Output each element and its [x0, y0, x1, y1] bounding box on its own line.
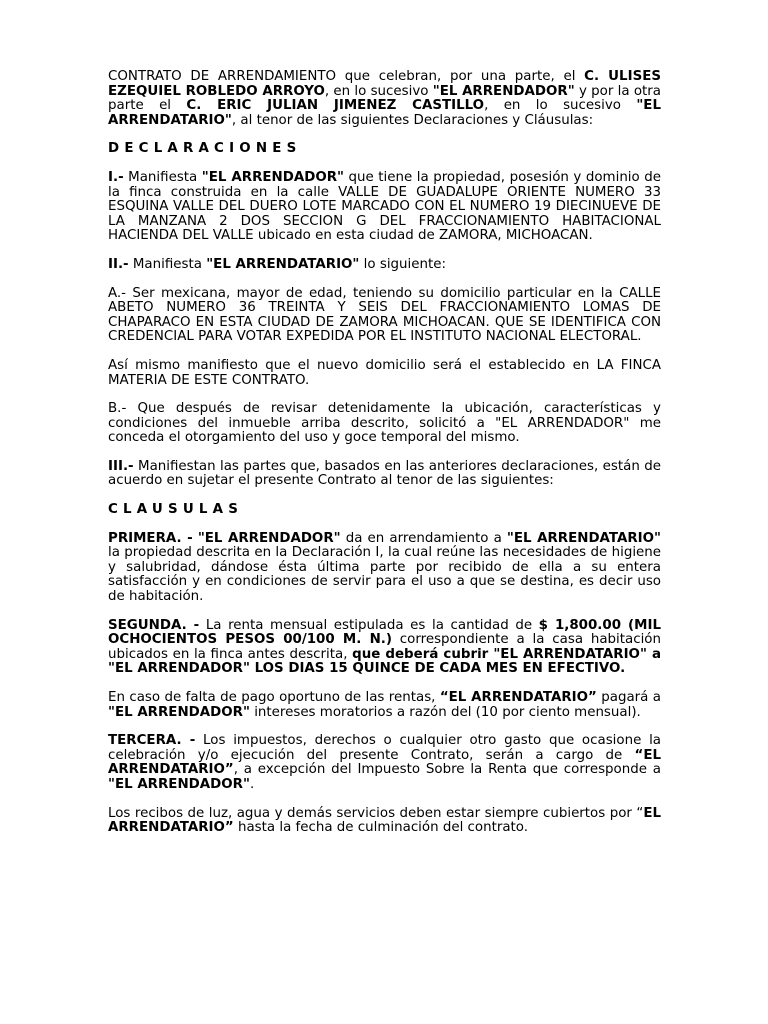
declaration-3	[108, 460, 661, 489]
bold-text-run: "EL ARRENDADOR"	[197, 530, 341, 546]
text-run: y por la otra parte el	[108, 83, 661, 114]
declaration-1	[108, 171, 661, 244]
bold-text-run: "EL ARRENDATARIO"	[206, 256, 360, 272]
clause-segunda-late-payment	[108, 691, 661, 720]
bold-text-run: I.-	[108, 169, 124, 185]
bold-text-run: SEGUNDA. -	[108, 617, 200, 633]
clausulas-heading: CLAUSULAS	[108, 502, 244, 518]
bold-text-run: "EL ARRENDATARIO"	[506, 530, 661, 546]
bold-text-run: EL ARRENDATARIO”	[108, 805, 661, 836]
text-run: que tiene la propiedad, posesión y dominio de la finca construida en la calle VALLE DE GUADALUPE ORIENTE NUMERO 33 ESQUINA VALLE DEL DUERO LOTE MARCADO CON EL NUMERO 19 DIECINUEVE DE LA MANZANA 2 DOS SECCION G DEL FRACCIONAMIENTO HABITACIONAL HACIENDA DEL VALLE ubicado en esta ciudad de ZAMORA, MICHOACAN.	[108, 169, 661, 244]
text-run: , en lo sucesivo	[484, 98, 637, 114]
clause-tercera	[108, 734, 661, 792]
contract-body	[108, 70, 661, 850]
clause-primera	[108, 532, 661, 605]
declaration-2-domicilio: Así mismo manifiesto que el nuevo domicilio será el establecido en LA FINCA MATERIA DE ESTE CONTRATO.	[108, 357, 661, 388]
bold-text-run: C. ULISES EZEQUIEL ROBLEDO ARROYO	[108, 69, 662, 99]
text-run: CONTRATO DE ARRENDAMIENTO que celebran, por una parte, el	[108, 69, 585, 84]
text-run: correspondiente a la casa habitación ubicados en la finca antes descrita,	[108, 632, 661, 662]
text-run: Los recibos de luz, agua y demás servicios deben estar siempre cubiertos por “	[108, 805, 644, 821]
bold-text-run: "EL ARRENDATARIO"	[108, 98, 661, 128]
bold-text-run: TERCERA. -	[108, 733, 196, 749]
text-run: , en lo sucesivo	[324, 83, 433, 99]
text-run: intereses moratorios a razón del (10 por ciento mensual).	[249, 704, 641, 720]
text-run: .	[249, 776, 255, 792]
declaration-2-b: B.- Que después de revisar detenidamente la ubicación, características y condiciones del inmueble arriba descrito, solicitó a "EL ARRENDADOR" me conceda el otorgamiento del uso y goce temporal del mismo.	[108, 401, 661, 446]
bold-text-run: III.-	[108, 458, 134, 474]
intro-paragraph	[108, 70, 661, 128]
text-run: lo siguiente:	[359, 256, 446, 272]
text-run: da en arrendamiento a	[340, 530, 507, 546]
bold-text-run: II.-	[108, 256, 129, 272]
declaration-2-a: A.- Ser mexicana, mayor de edad, teniendo su domicilio particular en la CALLE ABETO NUMERO 36 TREINTA Y SEIS DEL FRACCIONAMIENTO LOMAS DE CHAPARACO EN ESTA CIUDAD DE ZAMORA MICHOACAN. QUE SE IDENTIFICA CON CREDENCIAL PARA VOTAR EXPEDIDA POR EL INSTITUTO NACIONAL ELECTORAL.	[108, 285, 661, 345]
bold-text-run: "EL ARRENDADOR"	[432, 83, 575, 99]
bold-text-run: "EL ARRENDADOR"	[201, 169, 344, 185]
bold-text-run: PRIMERA. -	[108, 530, 193, 546]
clause-segunda	[108, 619, 661, 677]
bold-text-run: “EL ARRENDATARIO”	[108, 747, 661, 778]
bold-text-run: $ 1,800.00 (MIL OCHOCIENTOS PESOS 00/100 M. N.)	[108, 617, 661, 648]
declaration-2	[108, 258, 661, 273]
text-run: pagará a	[596, 690, 662, 705]
bold-text-run: que deberá cubrir "EL ARRENDATARIO" a "EL ARRENDADOR" LOS DIAS 15 QUINCE DE CADA MES EN EFECTIVO.	[108, 646, 662, 677]
clause-tercera-receipts	[108, 807, 661, 836]
bold-text-run: "EL ARRENDADOR"	[108, 704, 250, 720]
text-run: , al tenor de las siguientes Declaraciones y Cláusulas:	[231, 112, 594, 128]
text-run: hasta la fecha de culminación del contrato.	[233, 820, 529, 836]
text-run: Manifiesta	[128, 256, 207, 272]
text-run: En caso de falta de pago oportuno de las rentas,	[108, 690, 440, 705]
bold-text-run: C. ERIC JULIAN JIMENEZ CASTILLO	[186, 98, 485, 114]
declaraciones-heading: DECLARACIONES	[108, 141, 302, 157]
bold-text-run: “EL ARRENDATARIO”	[439, 690, 597, 705]
text-run: , a excepción del Impuesto Sobre la Renta que corresponde a	[233, 762, 661, 778]
text-run: La renta mensual estipulada es la cantidad de	[199, 617, 539, 633]
text-run: Los impuestos, derechos o cualquier otro gasto que ocasione la celebración y/o ejecución del presente Contrato, serán a cargo de	[108, 733, 661, 763]
bold-text-run: "EL ARRENDADOR"	[108, 776, 250, 792]
text-run: Manifiesta	[123, 169, 202, 185]
text-run: la propiedad descrita en la Declaración I, la cual reúne las necesidades de higiene y salubridad, dándose ésta última parte por recibido de ella a su entera satisfacción y en condiciones de servir para el uso a que se destina, es decir uso de habitación.	[108, 545, 661, 605]
text-run: Manifiestan las partes que, basados en las anteriores declaraciones, están de acuerdo en sujetar el presente Contrato al tenor de las siguientes:	[108, 458, 661, 489]
